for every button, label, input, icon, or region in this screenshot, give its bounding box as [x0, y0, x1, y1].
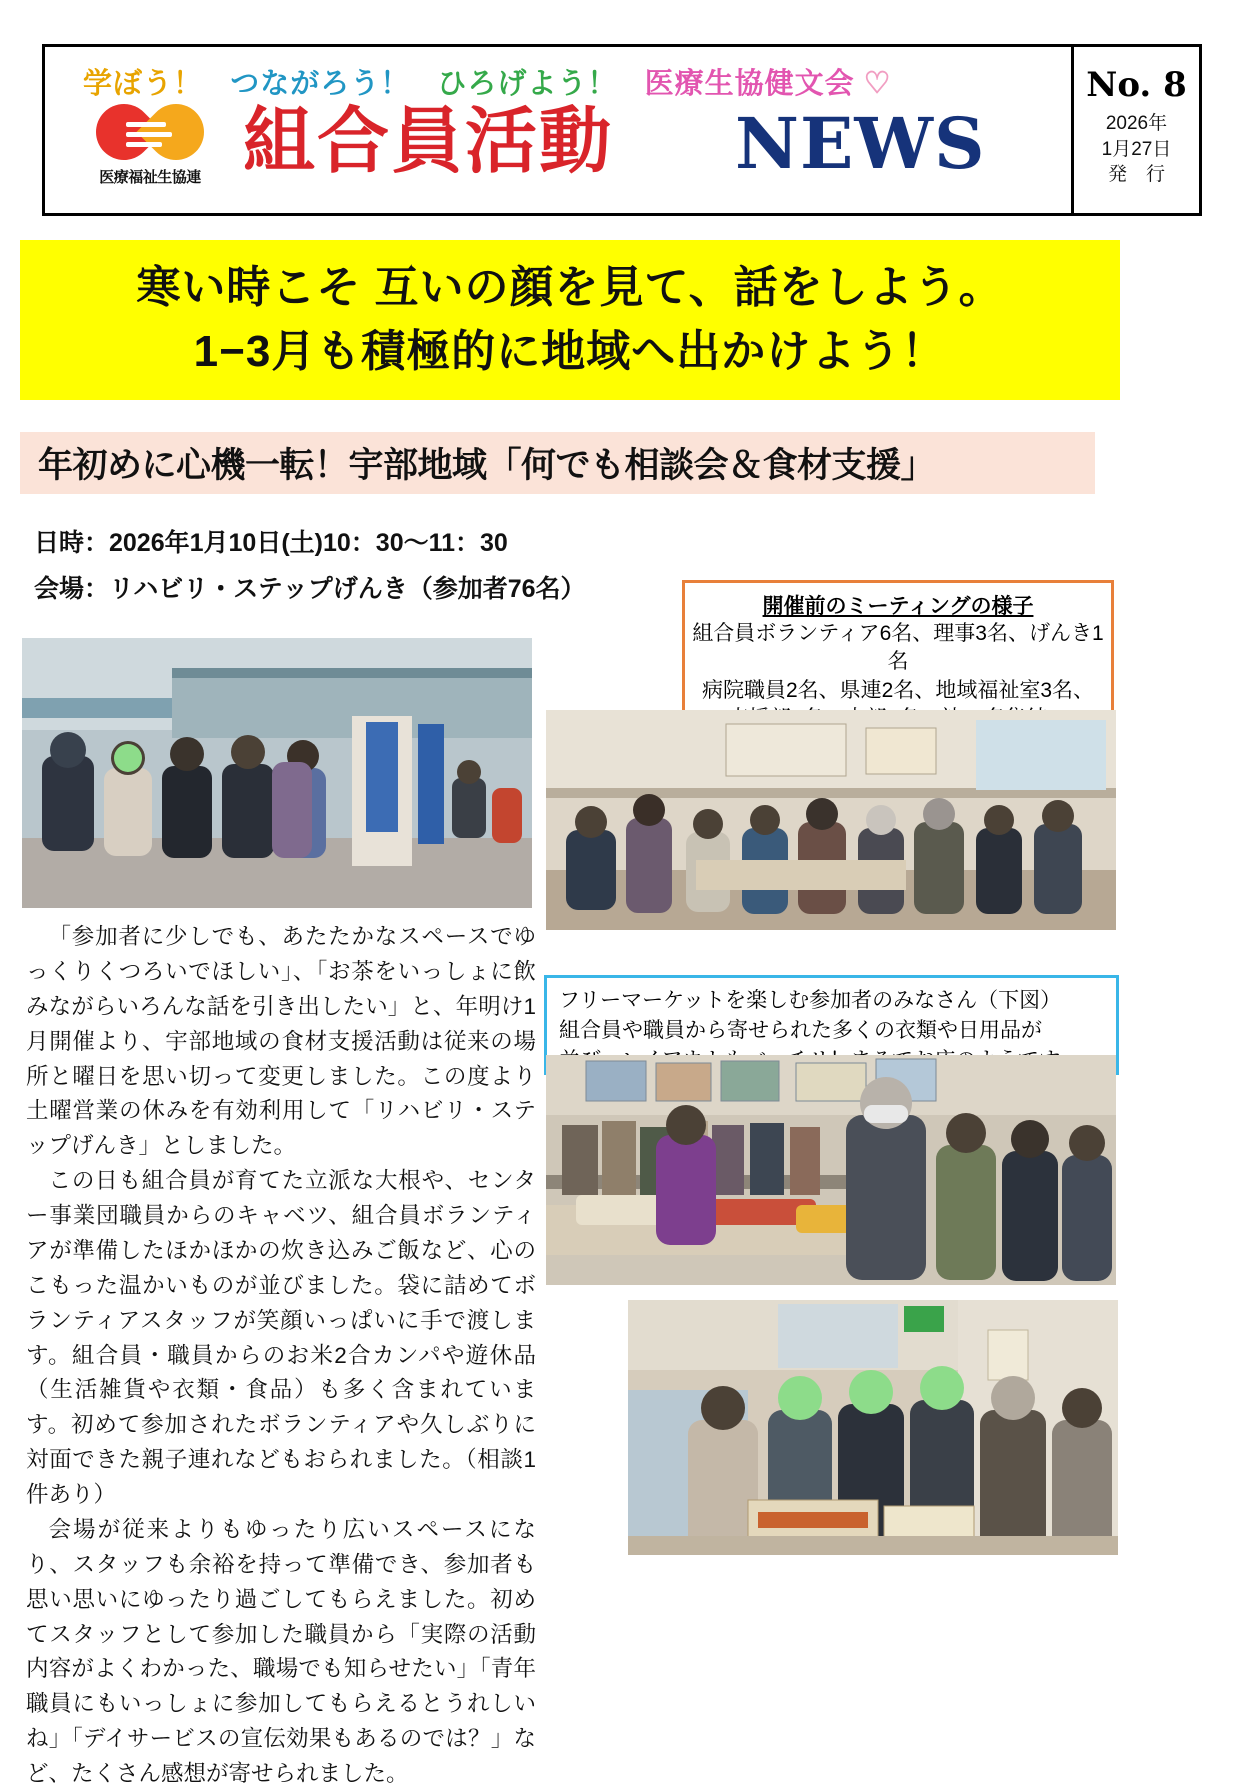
callout-meeting-line-2: 病院職員2名、県連2名、地域福祉室3名、	[701, 678, 1095, 702]
event-info	[34, 520, 604, 613]
page-title: 組合員活動	[243, 98, 614, 183]
callout-meeting-title: 開催前のミーティングの様子	[762, 595, 1034, 618]
callout-market-line-1: フリーマーケットを楽しむ参加者のみなさん（下図）	[559, 989, 1062, 1012]
tagline-word-3: ひろげよう！	[437, 68, 618, 100]
article-paragraph-2: この日も組合員が育てた立派な大根や、センター事業団職員からのキャベツ、組合員ボランティアが準備したほかほかの炊き込みご飯など、心のこもった温かいものが並びました。袋に詰めてボランティアスタッフが笑顔いっぱいに手で渡します。組合員・職員からのお米2合カンパや遊休品（生活雑貨や衣類・食品）も多く含まれています。初めて参加されたボランティアや久しぶりに対面できた親子連れなどもおられました。（相談1件あり）	[26, 1168, 536, 1507]
logo-caption: 医療福祉生協連	[99, 169, 201, 186]
issue-block	[1074, 47, 1199, 213]
headline-line-1: 寒い時こそ 互いの顔を見て、話をしよう。	[136, 263, 1004, 313]
event-venue: 会場：リハビリ・ステップげんき（参加者76名）	[34, 575, 586, 604]
photo-queue-outside-venue	[22, 638, 532, 908]
issue-date-publish: 発 行	[1107, 164, 1165, 186]
photo-queue-graphic	[22, 638, 532, 908]
photo-food-distribution	[628, 1300, 1118, 1555]
photo-free-market	[546, 1055, 1116, 1285]
section-heading	[20, 432, 1095, 494]
issue-date-year: 2026年	[1105, 113, 1168, 134]
tagline-word-1: 学ぼう！	[83, 68, 204, 100]
heart-icon: ♡	[863, 67, 892, 100]
masthead-tagline	[83, 61, 892, 102]
callout-meeting	[682, 580, 1114, 725]
article-paragraph-1: 「参加者に少しでも、あたたかなスペースでゆっくりくつろいでほしい」、「お茶をいっしょに飲みながらいろんな話を引き出したい」と、年明け1月開催より、宇部地域の食材支援活動は従来の場所と曜日を思い切って変更しました。この度より土曜営業の休みを有効利用して「リハビリ・ステップげんき」としました。	[26, 924, 536, 1159]
tagline-word-2: つながろう！	[230, 68, 411, 100]
event-datetime: 日時：2026年1月10日(土)10：30～11：30	[34, 529, 508, 557]
page-title-en: NEWS	[735, 102, 986, 185]
issue-date	[1074, 111, 1199, 188]
photo-food-graphic	[628, 1300, 1118, 1555]
photo-pre-event-meeting	[546, 710, 1116, 930]
masthead	[42, 44, 1202, 216]
callout-meeting-line-1: 組合員ボランティア6名、理事3名、げんき1名	[692, 622, 1104, 674]
photo-meeting-graphic	[546, 710, 1116, 930]
article-body	[26, 920, 536, 1792]
callout-market-line-2: 組合員や職員から寄せられた多くの衣類や日用品が	[559, 1018, 1042, 1042]
coop-logo	[85, 102, 215, 207]
masthead-main	[45, 47, 1074, 213]
headline-banner	[20, 240, 1120, 400]
photo-market-graphic	[546, 1055, 1116, 1285]
article-paragraph-3: 会場が従来よりもゆったり広いスペースになり、スタッフも余裕を持って準備でき、参加者も思い思いにゆったり過ごしてもらえました。初めてスタッフとして参加した職員から「実際の活動内容がよくわかった、職場でも知らせたい」「青年職員にもいっしょに参加してもらえるとうれしいね」「デイサービスの宣伝効果もあるのでは？」など、たくさん感想が寄せられました。	[26, 1516, 536, 1786]
issue-date-day: 1月27日	[1101, 138, 1172, 160]
headline-line-2: 1−3月も積極的に地域へ出かけよう！	[193, 327, 947, 376]
tagline-word-4: 医療生協健文会	[644, 68, 855, 100]
heart-logo-icon	[96, 102, 204, 164]
issue-number: No. 8	[1086, 65, 1187, 105]
section-heading-text: 年初めに心機一転！宇部地域「何でも相談会＆食材支援」	[38, 446, 936, 485]
